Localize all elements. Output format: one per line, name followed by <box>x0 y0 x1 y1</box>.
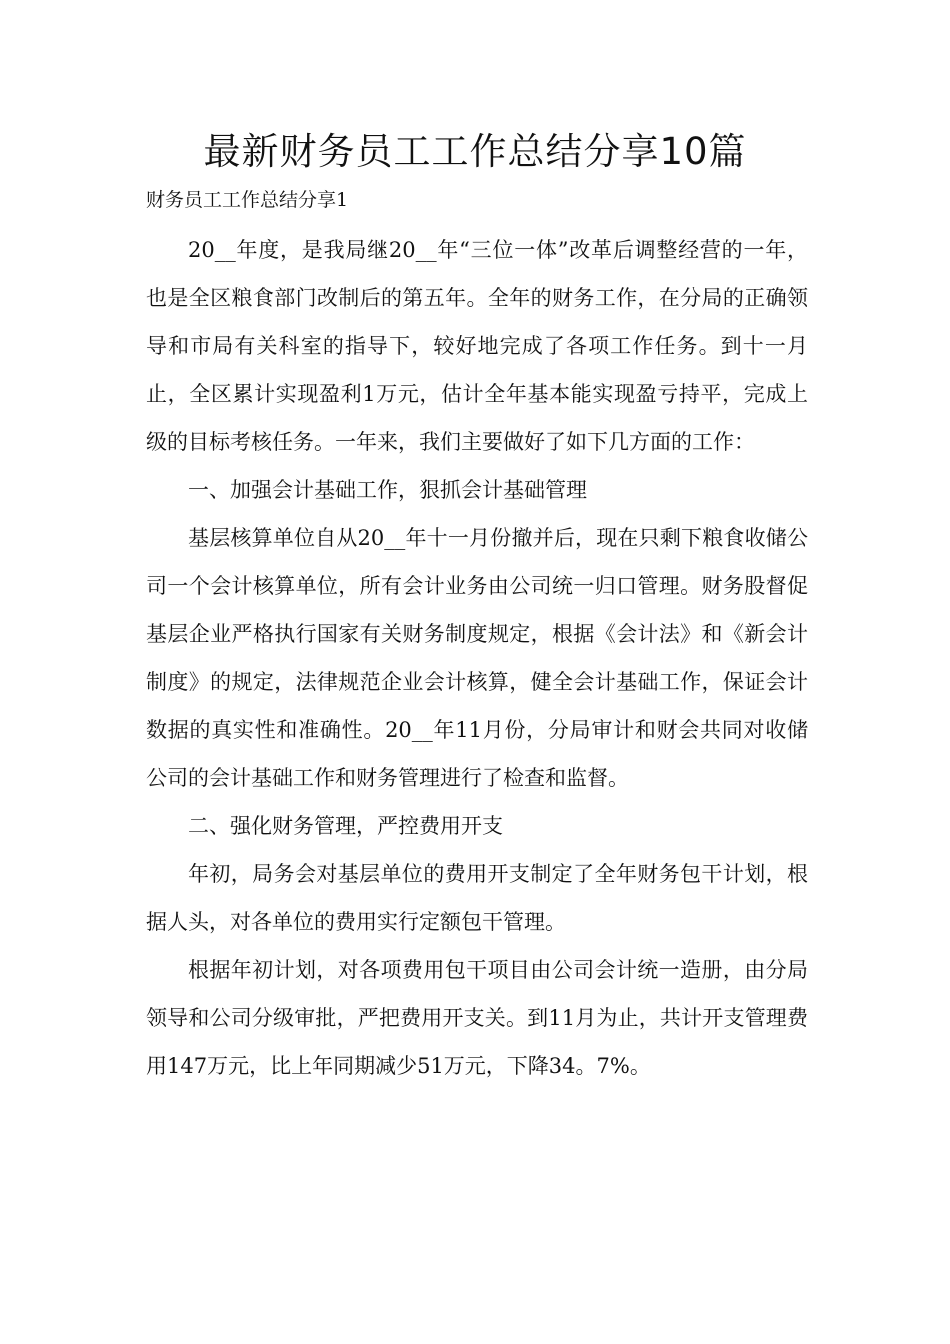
paragraph-intro: 20__年度，是我局继20__年“三位一体”改革后调整经营的一年，也是全区粮食部门改制后的第五年。全年的财务工作，在分局的正确领导和市局有关科室的指导下，较好地完成了各项工作任务。到十一月止，全区累计实现盈利1万元，估计全年基本能实现盈亏持平，完成上级的目标考核任务。一年来，我们主要做好了如下几方面的工作： <box>146 238 808 454</box>
paragraph-accounting-basics: 基层核算单位自从20__年十一月份撤并后，现在只剩下粮食收储公司一个会计核算单位，所有会计业务由公司统一归口管理。财务股督促基层企业严格执行国家有关财务制度规定，根据《会计法》和《新会计制度》的规定，法律规范企业会计核算，健全会计基础工作，保证会计数据的真实性和准确性。20__年11月份，分局审计和财会共同对收储公司的会计基础工作和财务管理进行了检查和监督。 <box>146 526 808 790</box>
section-heading-2: 二、强化财务管理，严控费用开支 <box>188 814 503 838</box>
paragraph-expense-control: 根据年初计划，对各项费用包干项目由公司会计统一造册，由分局领导和公司分级审批，严把费用开支关。到11月为止，共计开支管理费用147万元，比上年同期减少51万元，下降34。7%。 <box>146 958 808 1078</box>
section-heading-1: 一、加强会计基础工作，狠抓会计基础管理 <box>188 478 587 502</box>
paragraph-budget-plan: 年初，局务会对基层单位的费用开支制定了全年财务包干计划，根据人头，对各单位的费用实行定额包干管理。 <box>146 862 808 934</box>
document-body <box>146 226 808 1090</box>
document-subtitle: 财务员工工作总结分享1 <box>146 189 349 211</box>
document-title: 最新财务员工工作总结分享10篇 <box>203 130 747 173</box>
